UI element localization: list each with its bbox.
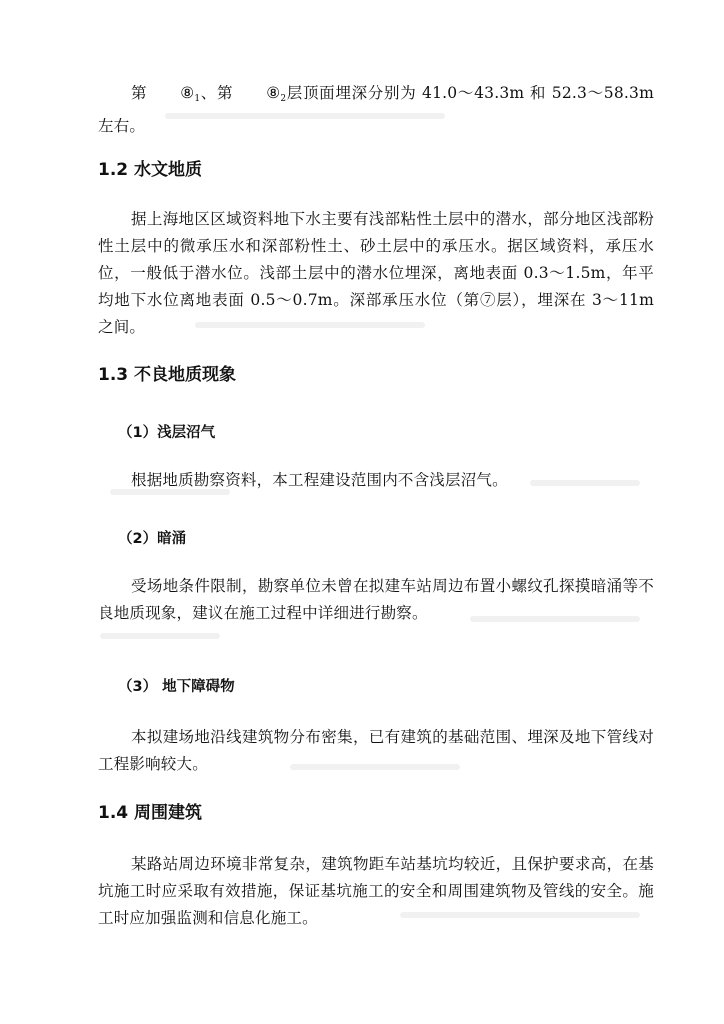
faint-artifact xyxy=(100,633,220,639)
subsection-hidden-surge: （2）暗涌 xyxy=(118,531,187,547)
faint-artifact xyxy=(290,764,460,770)
line1-text: 层顶面埋深分别为 41.0～43.3m 和 52.3～58.3m 左右。 xyxy=(98,84,655,135)
section-heading-1-2: 1.2 水文地质 xyxy=(98,160,203,180)
shallow-gas-paragraph: 根据地质勘察资料，本工程建设范围内不含浅层沼气。 xyxy=(131,471,508,489)
hydrogeology-paragraph: 据上海地区区域资料地下水主要有浅部粘性土层中的潜水，部分地区浅部粉性土层中的微承压水和深部粉性土、砂土层中的承压水。据区域资料，承压水位，一般低于潜水位。浅部土层中的潜水位埋深，离地表面 0.3～1.5m，年平均地下水位离地表面 0.5～0.7m。深部承压水位（第⑦层），埋深在 3～11m 之间。 xyxy=(98,210,654,336)
obstacles-paragraph: 本拟建场地沿线建筑物分布密集，已有建筑的基础范围、埋深及地下管线对工程影响较大。 xyxy=(98,728,654,773)
faint-artifact xyxy=(400,912,640,918)
faint-artifact xyxy=(470,616,640,622)
faint-artifact xyxy=(110,489,230,495)
surrounding-buildings-paragraph: 某路站周边环境非常复杂，建筑物距车站基坑均较近，且保护要求高，在基坑施工时应采取有效措施，保证基坑施工的安全和周围建筑物及管线的安全。施工时应加强监测和信息化施工。 xyxy=(98,855,654,927)
subsection-underground-obstacles: （3） 地下障碍物 xyxy=(118,679,235,695)
subsection-shallow-gas: （1）浅层沼气 xyxy=(118,425,216,441)
circled-8b: $⑧_2$ xyxy=(266,84,287,104)
strata-depth-line xyxy=(98,80,654,140)
faint-artifact xyxy=(165,113,445,119)
section-heading-1-3: 1.3 不良地质现象 xyxy=(98,365,237,385)
hidden-surge-paragraph: 受场地条件限制，勘察单位未曾在拟建车站周边布置小螺纹孔探摸暗涌等不良地质现象，建议在施工过程中详细进行勘察。 xyxy=(98,577,654,622)
faint-artifact xyxy=(195,322,425,328)
circled-8a: $⑧_1$ xyxy=(180,84,201,104)
faint-artifact xyxy=(530,480,640,486)
line1-prefix: 第 xyxy=(131,84,148,102)
section-heading-1-4: 1.4 周围建筑 xyxy=(98,803,203,823)
line1-sep: 、第 xyxy=(200,84,234,102)
